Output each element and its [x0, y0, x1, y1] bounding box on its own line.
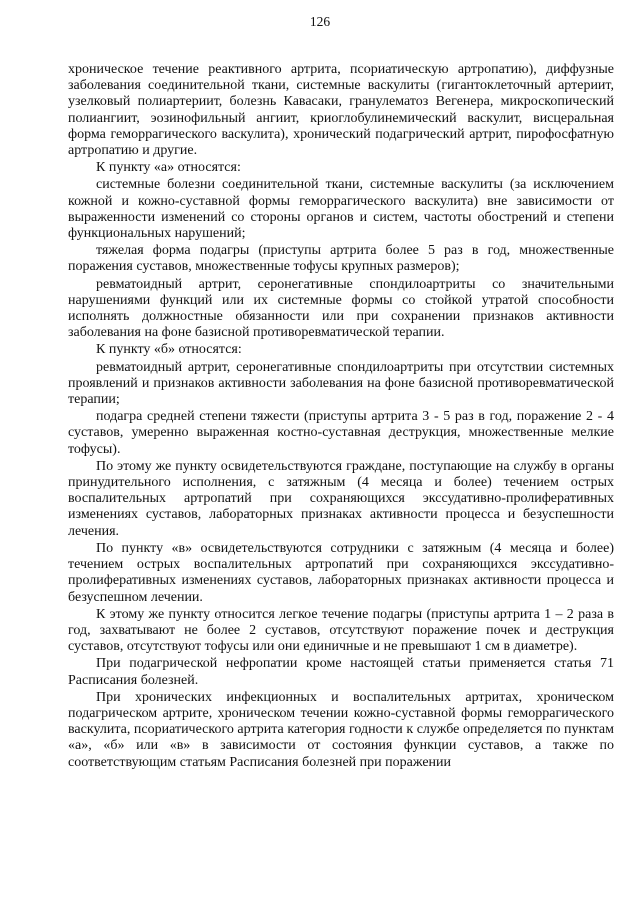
paragraph: По пункту «в» освидетельствуются сотрудники с затяжным (4 месяца и более) течением острых воспалительных артропатий при сохраняющихся экссудативно-пролиферативных изменениях суставов, лабораторных признаках активности процесса и безуспешном лечении.: [68, 540, 614, 605]
paragraph: ревматоидный артрит, серонегативные спондилоартриты при отсутствии системных проявлений и признаков активности заболевания на фоне базисной противоревматической терапии;: [68, 359, 614, 408]
page-number: 126: [309, 14, 331, 29]
paragraph: ревматоидный артрит, серонегативные спондилоартриты со значительными нарушениями функций или их системные формы со стойкой утратой способности исполнять должностные обязанности или при сохранении признаков активности заболевания на фоне базисной противоревматической терапии.: [68, 276, 614, 341]
paragraph: тяжелая форма подагры (приступы артрита более 5 раз в год, множественные поражения суставов, множественные тофусы крупных размеров);: [68, 243, 614, 275]
paragraph: системные болезни соединительной ткани, системные васкулиты (за исключением кожной и кожно-суставной формы геморрагического васкулита) вне зависимости от выраженности изменений со стороны органов и систем, частоты обострений и степени функциональных нарушений;: [68, 177, 614, 242]
paragraph: К пункту «б» относятся:: [96, 342, 242, 358]
paragraph: При хронических инфекционных и воспалительных артритах, хроническом подагрическом артрите, хроническом течении кожно-суставной формы геморрагического васкулита, псориатического артрита категория годности к службе определяется по пунктам «а», «б» или «в» в зависимости от состояния функции суставов, а также по соответствующим статьям Расписания болезней при поражении: [68, 689, 614, 770]
paragraph: подагра средней степени тяжести (приступы артрита 3 - 5 раз в год, поражение 2 - 4 суставов, умеренно выраженная костно-суставная деструкция, множественные мелкие тофусы).: [68, 409, 614, 457]
paragraph: При подагрической нефропатии кроме настоящей статьи применяется статья 71 Расписания болезней.: [68, 656, 614, 688]
document-body: [68, 62, 614, 772]
paragraph: К пункту «а» относятся:: [96, 160, 241, 176]
paragraph: К этому же пункту относится легкое течение подагры (приступы артрита 1 – 2 раза в год, захватывают не более 2 суставов, отсутствуют поражение почек и деструкция суставов, отсутствуют тофусы или они единичные и не превышают 1 см в диаметре).: [68, 606, 614, 655]
paragraph: хроническое течение реактивного артрита, псориатическую артропатию), диффузные заболевания соединительной ткани, системные васкулиты (гигантоклеточный артериит, узелковый полиартериит, болезнь Кавасаки, гранулематоз Вегенера, микроскопический полиангиит, эозинофильный ангиит, криоглобулинемический васкулит, висцеральная форма геморрагического васкулита), хронический подагрический артрит, пирофосфатную артропатию и другие.: [68, 62, 614, 159]
paragraph: По этому же пункту освидетельствуются граждане, поступающие на службу в органы принудительного исполнения, с затяжным (4 месяца и более) течением острых воспалительных артропатий при сохраняющихся экссудативно-пролиферативных изменениях суставов, лабораторных признаках активности процесса и безуспешности лечения.: [68, 458, 614, 539]
